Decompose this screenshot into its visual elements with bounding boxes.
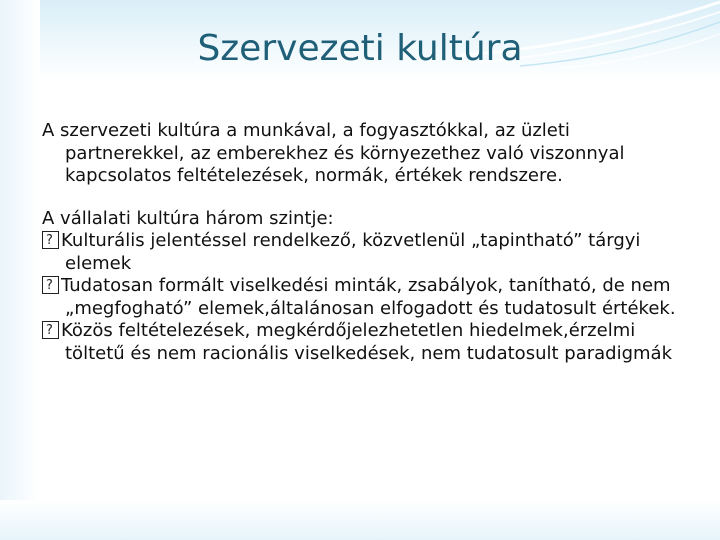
level-item-3 xyxy=(42,320,692,365)
slide-body xyxy=(42,120,692,365)
level-item-text: Tudatosan formált viselkedési minták, zsabályok, tanítható, de nem „megfogható” elemek,általánosan elfogadott és tudatosult értékek. xyxy=(61,275,676,319)
missing-glyph-bullet-icon xyxy=(42,321,59,339)
bottom-gradient xyxy=(0,500,720,540)
levels-heading: A vállalati kultúra három szintje: xyxy=(42,207,334,229)
slide-title: Szervezeti kultúra xyxy=(197,28,523,69)
definition-text: A szervezeti kultúra a munkával, a fogyasztókkal, az üzleti partnerekkel, az emberekhez és környezethez való viszonnyal kapcsolatos feltételezések, normák, értékek rendszere. xyxy=(42,120,625,186)
level-item-1 xyxy=(42,230,692,275)
missing-glyph-bullet-icon xyxy=(42,231,59,249)
level-item-text: Közös feltételezések, megkérdőjelezhetetlen hiedelmek,érzelmi töltetű és nem racionális viselkedések, nem tudatosult paradigmák xyxy=(61,320,672,364)
missing-glyph-bullet-icon xyxy=(42,276,59,294)
left-gradient xyxy=(0,0,40,540)
level-item-text: Kulturális jelentéssel rendelkező, közvetlenül „tapintható” tárgyi elemek xyxy=(61,230,641,274)
level-item-2 xyxy=(42,275,692,320)
